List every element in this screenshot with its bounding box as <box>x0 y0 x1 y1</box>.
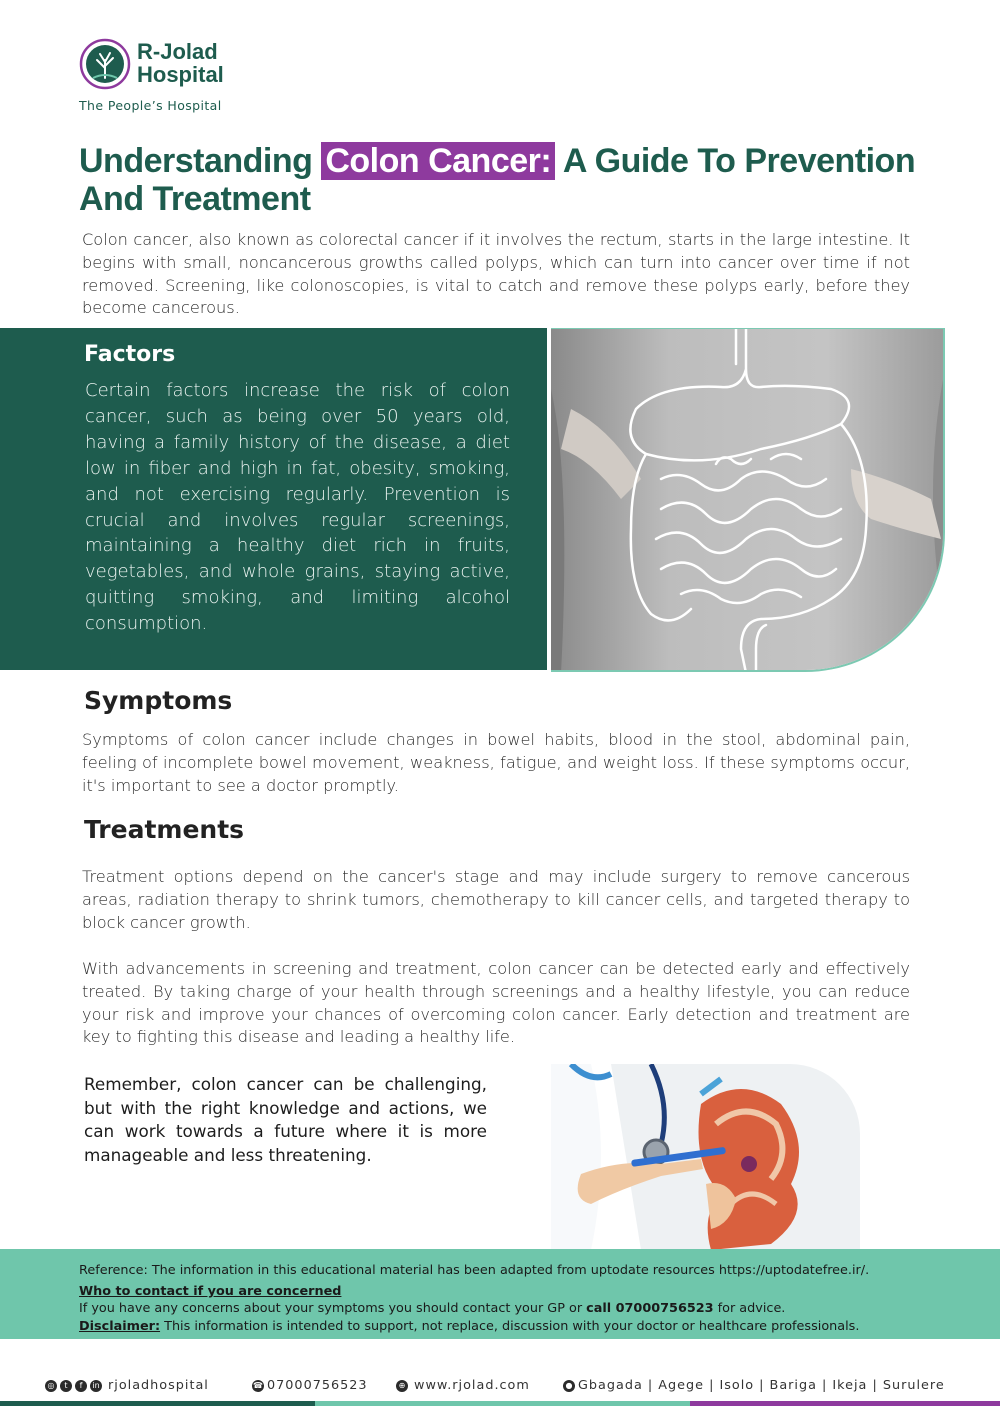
factors-section <box>0 328 547 670</box>
phone-number[interactable]: 07000756523 <box>267 1378 368 1393</box>
globe-icon: ⊕ <box>396 1380 408 1392</box>
contact-advice: If you have any concerns about your symptoms you should contact your GP or call 07000756523 for advice. <box>79 1301 786 1316</box>
footer-stripe-mint <box>315 1401 690 1406</box>
symptoms-paragraph: Symptoms of colon cancer include changes in bowel habits, blood in the stool, abdominal pain, feeling of incomplete bowel movement, weakness, fatigue, and weight loss. If these symptoms occur, it's important to see a doctor promptly. <box>82 730 910 795</box>
facebook-icon[interactable]: f <box>75 1380 87 1392</box>
symptoms-heading: Symptoms <box>84 686 233 715</box>
social-handle[interactable]: rjoladhospital <box>108 1378 209 1393</box>
website-contact <box>396 1378 530 1393</box>
website-link[interactable]: www.rjolad.com <box>414 1378 530 1393</box>
treatments-paragraph-2: With advancements in screening and treatment, colon cancer can be detected early and effectively treated. By taking charge of your health through screenings and a healthy lifestyle, you can reduce your risk and improve your chances of overcoming colon cancer. Early detection and treatment are key to fighting this disease and leading a healthy life. <box>82 959 910 1047</box>
social-links <box>45 1378 209 1393</box>
treatments-paragraph-1: Treatment options depend on the cancer's stage and may include surgery to remove cancerous areas, radiation therapy to shrink tumors, chemotherapy to kill cancer cells, and targeted therapy to block cancer growth. <box>82 867 910 932</box>
page-title: Understanding Colon Cancer: A Guide To Prevention And Treatment <box>79 142 916 218</box>
location-pin-icon: ● <box>563 1380 575 1392</box>
phone-icon: ☎ <box>253 1380 263 1390</box>
tagline: The People’s Hospital <box>79 98 222 113</box>
disclaimer-label: Disclaimer: <box>79 1319 161 1334</box>
disclaimer: Disclaimer: This information is intended to support, not replace, discussion with your doctor or healthcare professionals. <box>79 1319 860 1334</box>
treatments-heading: Treatments <box>84 815 245 844</box>
locations-list: Gbagada | Agege | Isolo | Bariga | Ikeja | Surulere <box>578 1378 945 1393</box>
intro-paragraph: Colon cancer, also known as colorectal cancer if it involves the rectum, starts in the large intestine. It begins with small, noncancerous growths called polyps, which can turn into cancer over time if not removed. Screening, like colonoscopies, is vital to catch and remove these polyps early, before they become cancerous. <box>82 230 910 318</box>
factors-heading: Factors <box>84 342 176 367</box>
tree-logo-icon <box>79 38 131 90</box>
linkedin-icon[interactable]: in <box>90 1380 102 1392</box>
contact-bar <box>45 1378 955 1398</box>
doctor-colon-model-photo <box>551 1064 860 1250</box>
phone-contact <box>252 1378 368 1393</box>
abdomen-intestine-illustration <box>551 328 945 672</box>
title-highlight: Colon Cancer: <box>321 142 555 180</box>
twitter-icon[interactable]: t <box>60 1380 72 1392</box>
footer-stripe-green <box>0 1401 315 1406</box>
contact-heading: Who to contact if you are concerned <box>79 1284 342 1299</box>
hospital-name: R-Jolad Hospital <box>137 39 224 87</box>
reference-text: Reference: The information in this educational material has been adapted from uptodate resources https://uptodatefree.ir/. <box>79 1263 870 1278</box>
call-number-link[interactable]: call 07000756523 <box>586 1301 714 1316</box>
remember-paragraph: Remember, colon cancer can be challenging, but with the right knowledge and actions, we can work towards a future where it is more manageable and less threatening. <box>84 1074 487 1166</box>
factors-body: Certain factors increase the risk of colon cancer, such as being over 50 years old, having a family history of the disease, a diet low in fiber and high in fat, obesity, smoking, and not exercising regularly. Prevention is crucial and involves regular screenings, maintaining a healthy diet rich in fruits, vegetables, and whole grains, staying active, quitting smoking, and limiting alcohol consumption. <box>85 380 510 635</box>
footer-stripe-purple <box>690 1401 1000 1406</box>
instagram-icon[interactable]: ◎ <box>45 1380 57 1392</box>
locations-contact <box>563 1378 945 1393</box>
hospital-logo <box>79 38 299 118</box>
